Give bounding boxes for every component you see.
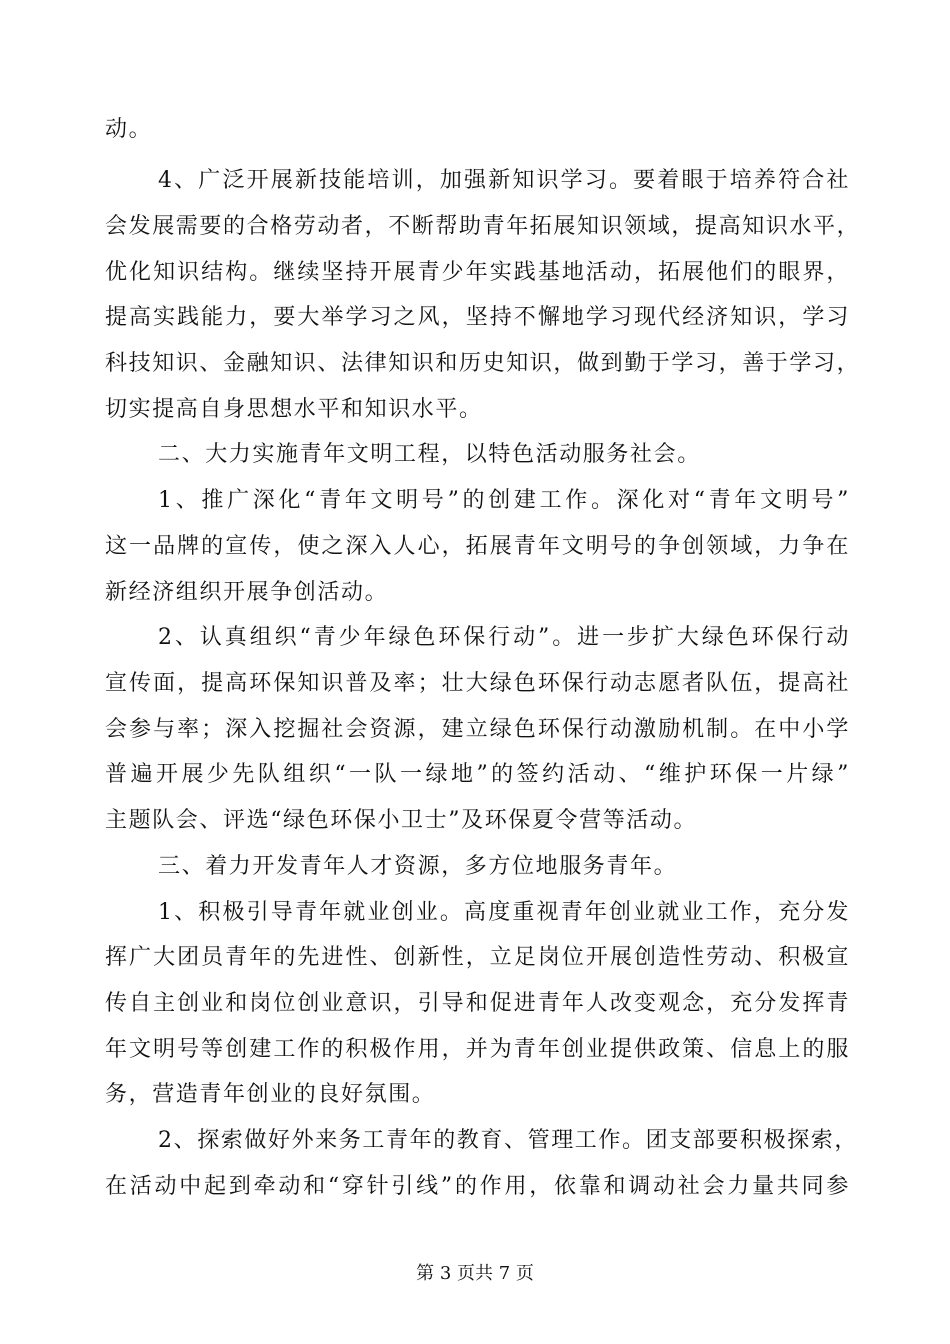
text-line: 宣传面，提高环保知识普及率；壮大绿色环保行动志愿者队伍，提高社 [105,671,850,696]
text-line: 2、认真组织“青少年绿色环保行动”。进一步扩大绿色环保行动 [158,625,850,650]
section-heading: 三、着力开发青年人才资源，多方位地服务青年。 [158,854,678,879]
text-line: 在活动中起到牵动和“穿针引线”的作用，依靠和调动社会力量共同参 [105,1174,850,1199]
text-line: 挥广大团员青年的先进性、创新性，立足岗位开展创造性劳动、积极宣 [105,945,850,970]
text-line: 主题队会、评选“绿色环保小卫士”及环保夏令营等活动。 [105,808,698,833]
text-line: 普遍开展少先队组织“一队一绿地”的签约活动、“维护环保一片绿” [105,762,850,787]
page-number: 第 3 页共 7 页 [416,1263,534,1284]
text-line: 这一品牌的宣传，使之深入人心，拓展青年文明号的争创领域，力争在 [105,534,850,559]
text-line: 动。 [105,117,153,142]
text-line: 会参与率；深入挖掘社会资源，建立绿色环保行动激励机制。在中小学 [105,717,850,742]
text-line: 优化知识结构。继续坚持开展青少年实践基地活动，拓展他们的眼界， [105,260,850,285]
text-line: 年文明号等创建工作的积极作用，并为青年创业提供政策、信息上的服 [105,1037,850,1062]
text-line: 2、探索做好外来务工青年的教育、管理工作。团支部要积极探索， [158,1128,858,1153]
text-line: 会发展需要的合格劳动者，不断帮助青年拓展知识领域，提高知识水平， [105,214,861,239]
text-line: 提高实践能力，要大举学习之风，坚持不懈地学习现代经济知识，学习 [105,305,850,330]
text-line: 1、推广深化“青年文明号”的创建工作。深化对“青年文明号” [158,488,850,513]
text-line: 切实提高自身思想水平和知识水平。 [105,397,483,422]
text-line: 1、积极引导青年就业创业。高度重视青年创业就业工作，充分发 [158,900,850,925]
text-line: 4、广泛开展新技能培训，加强新知识学习。要着眼于培养符合社 [158,168,850,193]
text-line: 新经济组织开展争创活动。 [105,580,389,605]
text-line: 传自主创业和岗位创业意识，引导和促进青年人改变观念，充分发挥青 [105,991,850,1016]
text-line: 科技知识、金融知识、法律知识和历史知识，做到勤于学习，善于学习， [105,351,861,376]
section-heading: 二、大力实施青年文明工程，以特色活动服务社会。 [158,442,701,467]
text-line: 务，营造青年创业的良好氛围。 [105,1082,436,1107]
